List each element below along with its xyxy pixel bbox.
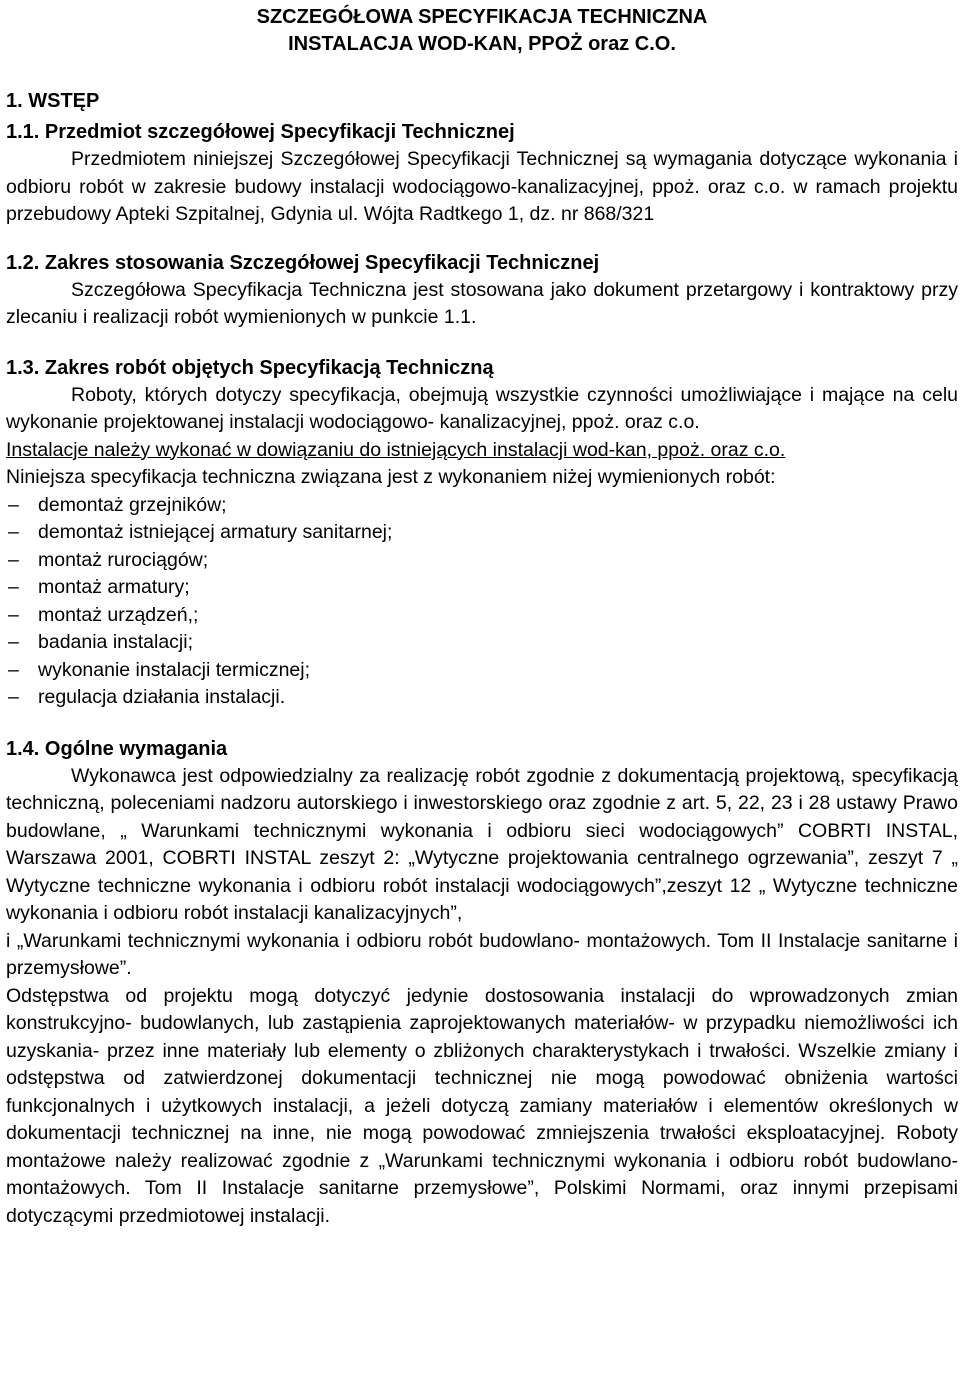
section-1-4-heading: 1.4. Ogólne wymagania xyxy=(6,737,228,760)
list-item: – wykonanie instalacji termicznej; xyxy=(6,657,958,685)
section-1-4-body-2: i „Warunkami technicznymi wykonania i odbioru robót budowlano- montażowych. Tom II Instalacje sanitarne i przemysłowe”. xyxy=(6,929,958,979)
list-item: – regulacja działania instalacji. xyxy=(6,684,958,712)
section-heading-intro: 1. WSTĘP xyxy=(6,90,100,112)
title-line-2: INSTALACJA WOD-KAN, PPOŻ oraz C.O. xyxy=(288,33,676,55)
section-1-2 xyxy=(6,250,958,332)
list-item: – montaż urządzeń,; xyxy=(6,602,958,630)
dash-bullet-icon: – xyxy=(8,658,19,681)
title-line-1: SZCZEGÓŁOWA SPECYFIKACJA TECHNICZNA xyxy=(256,6,708,28)
section-1-1 xyxy=(6,119,958,229)
section-1-3-underlined-note: Instalacje należy wykonać w dowiązaniu do istniejących instalacji wod-kan, ppoż. oraz c.o. xyxy=(6,438,786,461)
dash-bullet-icon: – xyxy=(8,686,19,708)
dash-bullet-icon: – xyxy=(8,548,19,571)
section-1-2-heading: 1.2. Zakres stosowania Szczegółowej Specyfikacji Technicznej xyxy=(6,251,600,274)
dash-bullet-icon: – xyxy=(8,631,19,653)
dash-bullet-icon: – xyxy=(8,576,19,598)
section-1-3-body: Roboty, których dotyczy specyfikacja, obejmują wszystkie czynności umożliwiające i mające na celu wykonanie projektowanej instalacji wodociągowo- kanalizacyjnej, ppoż. oraz c.o. xyxy=(6,383,958,433)
document-page xyxy=(6,4,958,1230)
dash-bullet-icon: – xyxy=(8,603,19,626)
works-list xyxy=(6,492,958,712)
list-item: – badania instalacji; xyxy=(6,629,958,657)
section-1-1-body: Przedmiotem niniejszej Szczegółowej Specyfikacji Technicznej są wymagania dotyczące wykonania i odbioru robót w zakresie budowy instalacji wodociągowo-kanalizacyjnej, ppoż. oraz c.o. w ramach projektu przebudowy Apteki Szpitalnej, Gdynia ul. Wójta Radtkego 1, dz. nr 868/321 xyxy=(6,148,958,225)
section-1-4-body-3: Odstępstwa od projektu mogą dotyczyć jedynie dostosowania instalacji do wprowadzonych zmian konstrukcyjno- budowlanych, lub zastąpienia zaprojektowanych materiałów- w przypadku niemożliwości ich uzyskania- przez inne materiały lub elementy o zbliżonych charakterystykach i trwałości. Wszelkie zmiany i odstępstwa od zatwierdzonej dokumentacji technicznej nie mogą powodować obniżenia wartości funkcjonalnych i użytkowych instalacji, a jeżeli dotyczą zamiany materiałów i elementów określonych w dokumentacji technicznej na inne, nie mogą powodować zmniejszenia trwałości eksploatacyjnej. Roboty montażowe należy realizować zgodnie z „Warunkami technicznymi wykonania i odbioru robót budowlano- montażowych. Tom II Instalacje sanitarne przemysłowe”, Polskimi Normami, oraz innymi przepisami dotyczącymi przedmiotowej instalacji. xyxy=(6,984,958,1227)
section-1-4-body-1: Wykonawca jest odpowiedzialny za realizację robót zgodnie z dokumentacją projektową, specyfikacją techniczną, poleceniami nadzoru autorskiego i inwestorskiego oraz zgodnie z art. 5, 22, 23 i 28 ustawy Prawo budowlane, „ Warunkami technicznymi wykonania i odbioru sieci wodociągowych” COBRTI INSTAL, Warszawa 2001, COBRTI INSTAL zeszyt 2: „Wytyczne projektowania centralnego ogrzewania”, zeszyt 7 „ Wytyczne techniczne wykonania i odbioru robót instalacji wodociągowych”,zeszyt 12 „ Wytyczne techniczne wykonania i odbioru robót instalacji kanalizacyjnych”, xyxy=(6,764,958,924)
document-title xyxy=(6,4,958,58)
list-item: – demontaż grzejników; xyxy=(6,492,958,520)
dash-bullet-icon: – xyxy=(8,493,19,516)
section-1-3-list-intro: Niniejsza specyfikacja techniczna związana jest z wykonaniem niżej wymienionych robót: xyxy=(6,466,776,488)
section-1-2-body: Szczegółowa Specyfikacja Techniczna jest stosowana jako dokument przetargowy i kontraktowy przy zlecaniu i realizacji robót wymienionych w punkcie 1.1. xyxy=(6,278,958,328)
list-item: – demontaż istniejącej armatury sanitarnej; xyxy=(6,519,958,547)
list-item: – montaż armatury; xyxy=(6,574,958,602)
section-1-4 xyxy=(6,736,958,1231)
dash-bullet-icon: – xyxy=(8,521,19,543)
section-1-3-heading: 1.3. Zakres robót objętych Specyfikacją Techniczną xyxy=(6,356,494,379)
list-item: – montaż rurociągów; xyxy=(6,547,958,575)
section-1-3 xyxy=(6,355,958,712)
section-1-1-heading: 1.1. Przedmiot szczegółowej Specyfikacji Technicznej xyxy=(6,121,515,143)
